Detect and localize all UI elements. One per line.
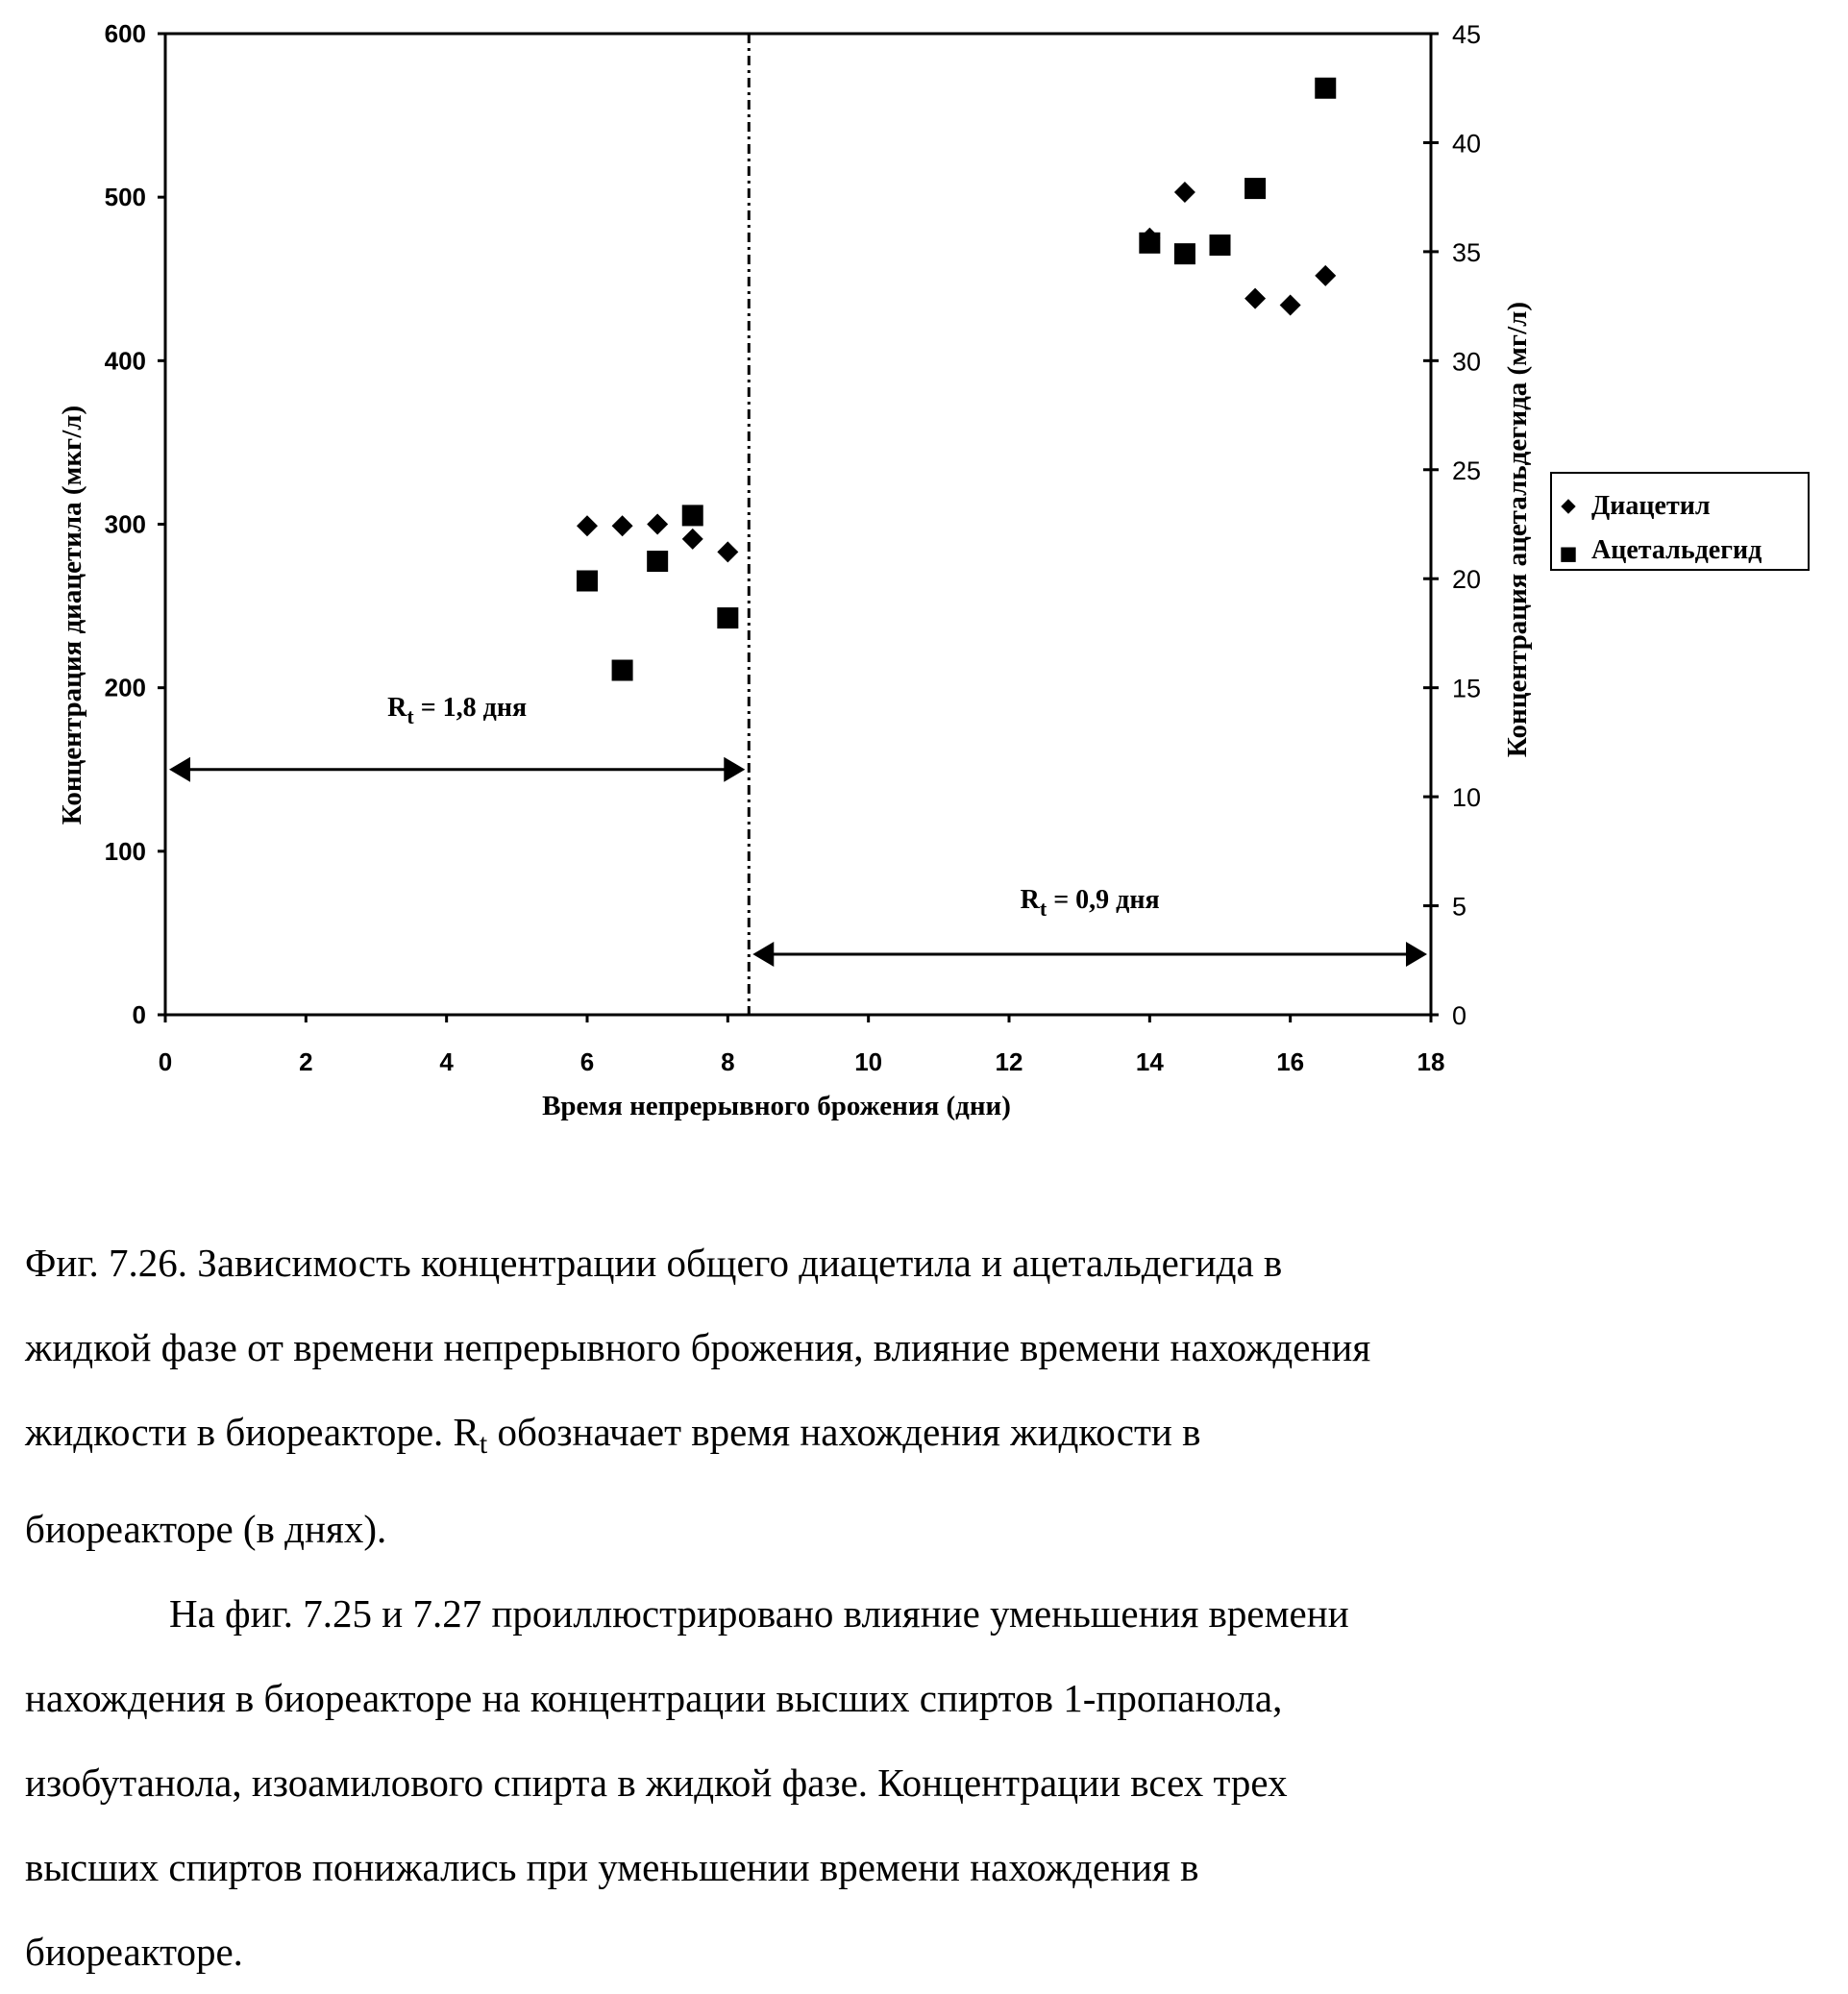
x-tick-label: 18: [1417, 1047, 1445, 1076]
x-tick-label: 16: [1276, 1047, 1304, 1076]
legend-marker-icon: [1561, 548, 1575, 562]
diacetyl-point: [1174, 182, 1195, 203]
y-tick-label: 100: [105, 837, 146, 866]
caption-subscript: t: [480, 1428, 487, 1460]
acetaldehyde-point: [647, 551, 668, 572]
label-rest: = 0,9 дня: [1047, 885, 1159, 915]
residence-time-label: [1021, 885, 1160, 921]
x-tick-label: 4: [439, 1047, 454, 1076]
paragraph-line: нахождения в биореакторе на концентрации высших спиртов 1-пропанола,: [25, 1656, 1832, 1740]
caption-line: жидкой фазе от времени непрерывного брожения, влияние времени нахождения: [25, 1305, 1832, 1390]
acetaldehyde-point: [1244, 178, 1266, 199]
acetaldehyde-point: [1139, 233, 1160, 254]
y2-tick-label: 40: [1452, 129, 1481, 158]
y2-tick-label: 20: [1452, 565, 1481, 594]
y2-tick-label: 0: [1452, 1001, 1466, 1030]
acetaldehyde-point: [1315, 78, 1336, 99]
acetaldehyde-point: [577, 570, 598, 591]
x-tick-label: 0: [159, 1047, 172, 1076]
y-tick-label: 300: [105, 510, 146, 539]
arrow-head-left-icon: [752, 942, 774, 967]
y-tick-label: 200: [105, 674, 146, 702]
y2-axis-label: Концентрация ацетальдегида (мг/л): [1502, 302, 1533, 757]
legend-label: Диацетил: [1591, 491, 1711, 521]
diacetyl-point: [682, 529, 703, 550]
diacetyl-point: [647, 514, 668, 535]
diacetyl-point: [577, 515, 598, 536]
x-tick-label: 14: [1136, 1047, 1164, 1076]
label-subscript: t: [1040, 897, 1047, 921]
x-tick-label: 6: [580, 1047, 594, 1076]
paragraph-line: высших спиртов понижались при уменьшении времени нахождения в: [25, 1825, 1832, 1909]
y-tick-label: 600: [105, 19, 146, 48]
acetaldehyde-point: [1174, 243, 1195, 264]
diacetyl-point: [612, 515, 633, 536]
x-axis-label: Время непрерывного брожения (дни): [542, 1091, 1011, 1121]
caption-text: обозначает время нахождения жидкости в: [487, 1410, 1200, 1454]
y-axis-label: Концентрация диацетила (мкг/л): [57, 406, 87, 825]
paragraph-line: изобутанола, изоамилового спирта в жидкой фазе. Концентрации всех трех: [25, 1740, 1832, 1825]
arrow-head-left-icon: [169, 757, 190, 782]
diacetyl-point: [1315, 265, 1336, 286]
paragraph-line: На фиг. 7.25 и 7.27 проиллюстрировано влияние уменьшения времени: [25, 1571, 1832, 1656]
residence-time-label: [387, 693, 527, 728]
label-main: R: [1021, 885, 1041, 915]
arrow-head-right-icon: [1406, 942, 1427, 967]
y-tick-label: 500: [105, 183, 146, 211]
y2-tick-label: 30: [1452, 347, 1481, 376]
x-tick-label: 12: [996, 1047, 1023, 1076]
x-tick-label: 8: [721, 1047, 734, 1076]
y2-tick-label: 45: [1452, 20, 1481, 49]
scatter-chart: [0, 0, 1848, 1153]
acetaldehyde-point: [612, 660, 633, 681]
x-tick-label: 2: [299, 1047, 312, 1076]
caption-line: Фиг. 7.26. Зависимость концентрации общего диацетила и ацетальдегида в: [25, 1220, 1832, 1305]
diacetyl-point: [1280, 294, 1301, 315]
caption-line: биореакторе (в днях).: [25, 1487, 1832, 1571]
plot-area: [165, 34, 1431, 1015]
figure-caption: [25, 1220, 1832, 1994]
y-tick-label: 0: [133, 1000, 146, 1029]
x-tick-label: 10: [854, 1047, 882, 1076]
y2-tick-label: 25: [1452, 456, 1481, 485]
y2-tick-label: 5: [1452, 893, 1466, 922]
caption-line: [25, 1390, 1832, 1487]
acetaldehyde-point: [1210, 234, 1231, 256]
caption-text: жидкости в биореакторе. R: [25, 1410, 480, 1454]
acetaldehyde-point: [682, 505, 703, 526]
y-tick-label: 400: [105, 346, 146, 375]
paragraph-line: биореакторе.: [25, 1909, 1832, 1994]
diacetyl-point: [1244, 288, 1266, 309]
y2-tick-label: 10: [1452, 783, 1481, 812]
label-main: R: [387, 693, 407, 723]
arrow-head-right-icon: [724, 757, 745, 782]
legend-label: Ацетальдегид: [1591, 535, 1762, 565]
acetaldehyde-point: [717, 607, 738, 628]
diacetyl-point: [717, 541, 738, 562]
y2-tick-label: 15: [1452, 675, 1481, 703]
label-rest: = 1,8 дня: [414, 693, 527, 723]
y2-tick-label: 35: [1452, 238, 1481, 267]
label-subscript: t: [407, 704, 414, 728]
